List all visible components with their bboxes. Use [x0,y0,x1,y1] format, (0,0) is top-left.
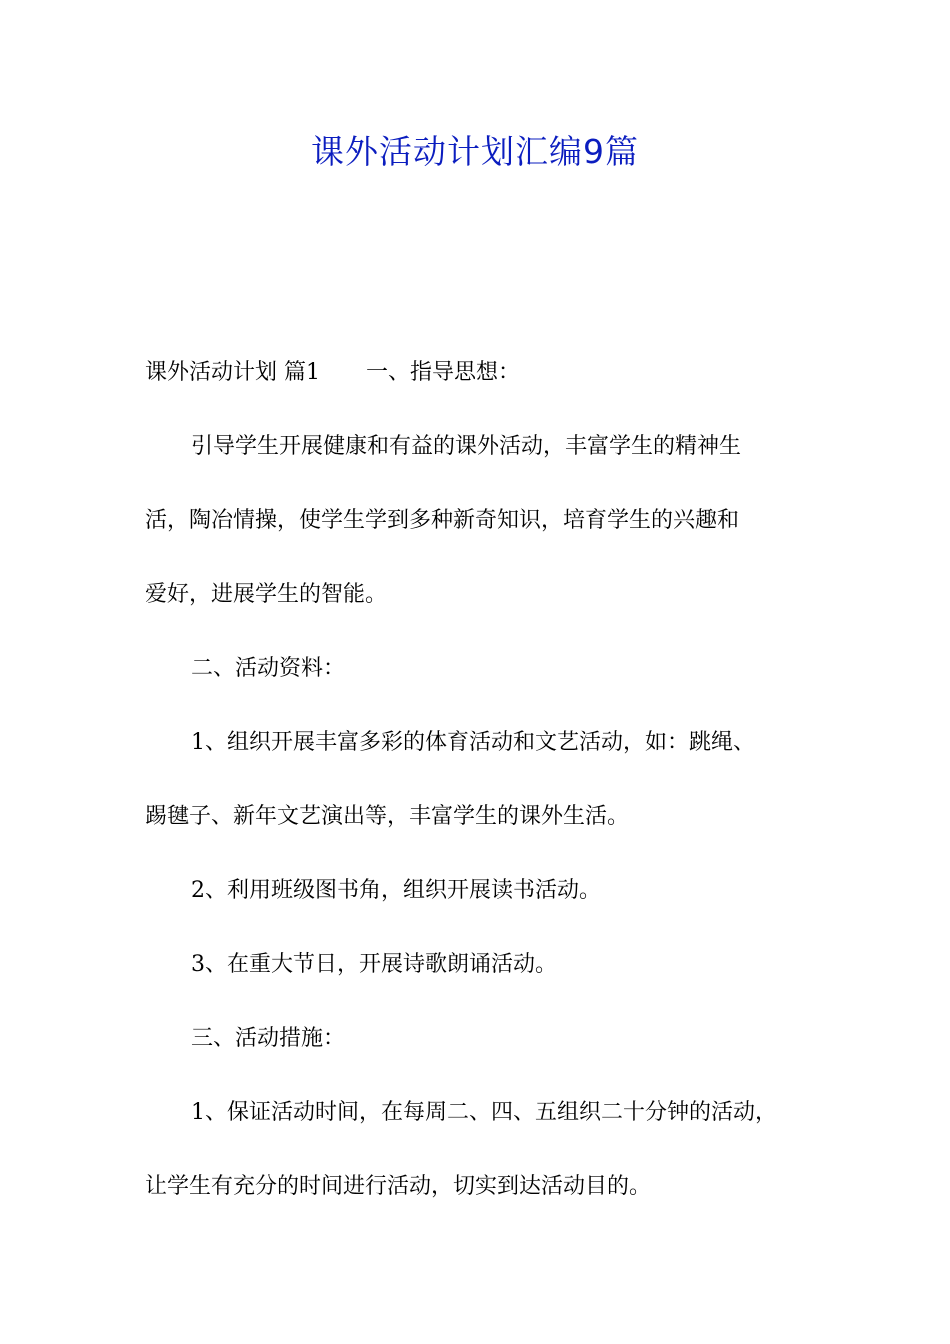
text-line: 1、保证活动时间，在每周二、四、五组织二十分钟的活动， [191,1100,777,1125]
text-line: 3、在重大节日，开展诗歌朗诵活动。 [191,952,557,977]
text-line: 爱好，进展学生的智能。 [145,582,388,607]
text-line-section-heading [145,336,810,410]
text-line: 1、组织开展丰富多彩的体育活动和文艺活动，如：跳绳、 [191,730,755,755]
text-line: 活，陶冶情操，使学生学到多种新奇知识，培育学生的兴趣和 [145,508,740,533]
section-heading-activity-measures: 三、活动措施： [191,1026,346,1051]
text-line: 踢毽子、新年文艺演出等，丰富学生的课外生活。 [145,804,630,829]
document-body [145,336,810,1224]
text-line: 2、利用班级图书角，组织开展读书活动。 [191,878,601,903]
text-line: 让学生有充分的时间进行活动，切实到达活动目的。 [145,1174,652,1199]
plan-heading: 课外活动计划 篇1 [145,360,320,385]
document-title: 课外活动计划汇编9篇 [311,132,639,171]
section-heading-activity-content: 二、活动资料： [191,656,346,681]
section-heading-guiding-ideas: 一、指导思想： [366,360,521,385]
text-line: 引导学生开展健康和有益的课外活动，丰富学生的精神生 [191,434,742,459]
